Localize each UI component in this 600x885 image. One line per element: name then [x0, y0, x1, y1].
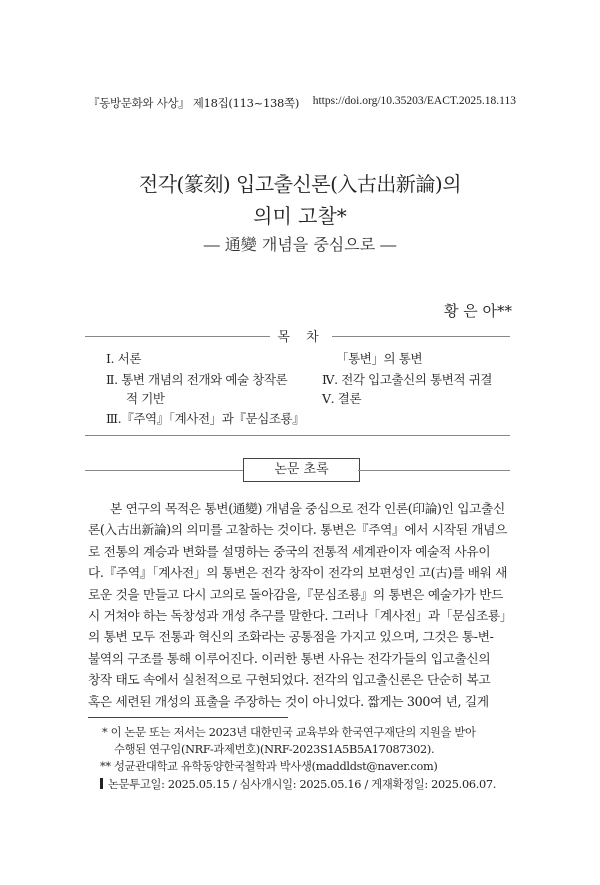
- abstract-rule-right: [358, 470, 510, 471]
- abstract-heading: 논문 초록: [243, 458, 360, 482]
- journal-citation: 『동방문화와 사상』 제18집(113~138쪽): [88, 96, 300, 110]
- toc-item: Ⅴ. 결론: [322, 391, 362, 406]
- toc-rule-right: [332, 336, 510, 337]
- footnote-rule: [88, 717, 288, 718]
- toc-item: Ⅲ.『주역』「계사전」과『문심조룡』: [106, 411, 305, 426]
- paper-subtitle: ― 通變 개념을 중심으로 ―: [203, 235, 397, 254]
- abstract-line: 의 통변 모두 전통과 혁신의 조화라는 공통점을 가지고 있으며, 그것은 통-변-: [88, 629, 494, 645]
- footnote-dates: [100, 777, 496, 793]
- abstract-line: 불역의 구조를 통해 이루어진다. 이러한 통변 사유는 전각가들의 입고출신의: [88, 650, 491, 666]
- toc-item: 「통변」의 통변: [336, 351, 423, 366]
- toc-item: Ⅱ. 통변 개념의 전개와 예술 창작론: [106, 372, 288, 387]
- footnote-funding: * 이 논문 또는 저서는 2023년 대한민국 교육부와 한국연구재단의 지원을 받아: [102, 726, 476, 739]
- abstract-line: 혹은 세련된 개성의 표출을 주장하는 것이 아니었다. 짧게는 300여 년, 길게: [88, 693, 489, 709]
- abstract-line: 로 전통의 계승과 변화를 설명하는 중국의 전통적 세계관이자 예술적 사유이: [88, 543, 491, 559]
- abstract-line: 로운 것을 만들고 다시 고의로 돌아감을,『문심조룡』의 통변은 예술가가 반드: [88, 586, 504, 602]
- abstract-line: 시 거쳐야 하는 독창성과 개성 추구를 말한다. 그러나「계사전」과「문심조룡」: [88, 608, 513, 624]
- toc-heading: 목 차: [277, 330, 325, 345]
- bar-marker: [100, 778, 103, 789]
- author-name: 황 은 아**: [443, 302, 512, 320]
- footnote-dates-text: 논문투고일: 2025.05.15 / 심사개시일: 2025.05.16 / 게재확정일: 2025.06.07.: [108, 778, 497, 791]
- toc-item: 적 기반: [126, 391, 165, 406]
- abstract-body: [88, 498, 512, 712]
- toc-bottom-rule: [85, 435, 510, 436]
- toc-rule-left: [85, 336, 270, 337]
- abstract-line: 본 연구의 목적은 통변(通變) 개념을 중심으로 전각 인론(印論)인 입고출신: [110, 501, 505, 516]
- doi-link[interactable]: https://doi.org/10.35203/EACT.2025.18.113: [312, 95, 516, 107]
- paper-title-line2: 의미 고찰*: [253, 204, 347, 228]
- abstract-line: 창작 태도 속에서 실천적으로 구현되었다. 전각의 입고출신론은 단순히 복고: [88, 672, 491, 688]
- abstract-line: 론(入古出新論)의 의미를 고찰하는 것이다. 통변은『주역』에서 시작된 개념으: [88, 522, 507, 538]
- footnote-funding-cont: 수행된 연구임(NRF-과제번호)(NRF-2023S1A5B5A17087302).: [114, 743, 435, 756]
- toc-item: Ⅰ. 서론: [106, 351, 142, 366]
- toc-item: Ⅳ. 전각 입고출신의 통변적 귀결: [322, 372, 493, 387]
- abstract-line: 다.『주역』「계사전」의 통변은 전각 창작이 전각의 보편성인 고(古)를 배워 새: [88, 565, 508, 581]
- footnote-author-affiliation: ** 성균관대학교 유학동양한국철학과 박사생(maddldst@naver.com): [100, 760, 438, 773]
- abstract-rule-left: [85, 470, 243, 471]
- paper-title-line1: 전각(篆刻) 입고출신론(入古出新論)의: [138, 172, 462, 196]
